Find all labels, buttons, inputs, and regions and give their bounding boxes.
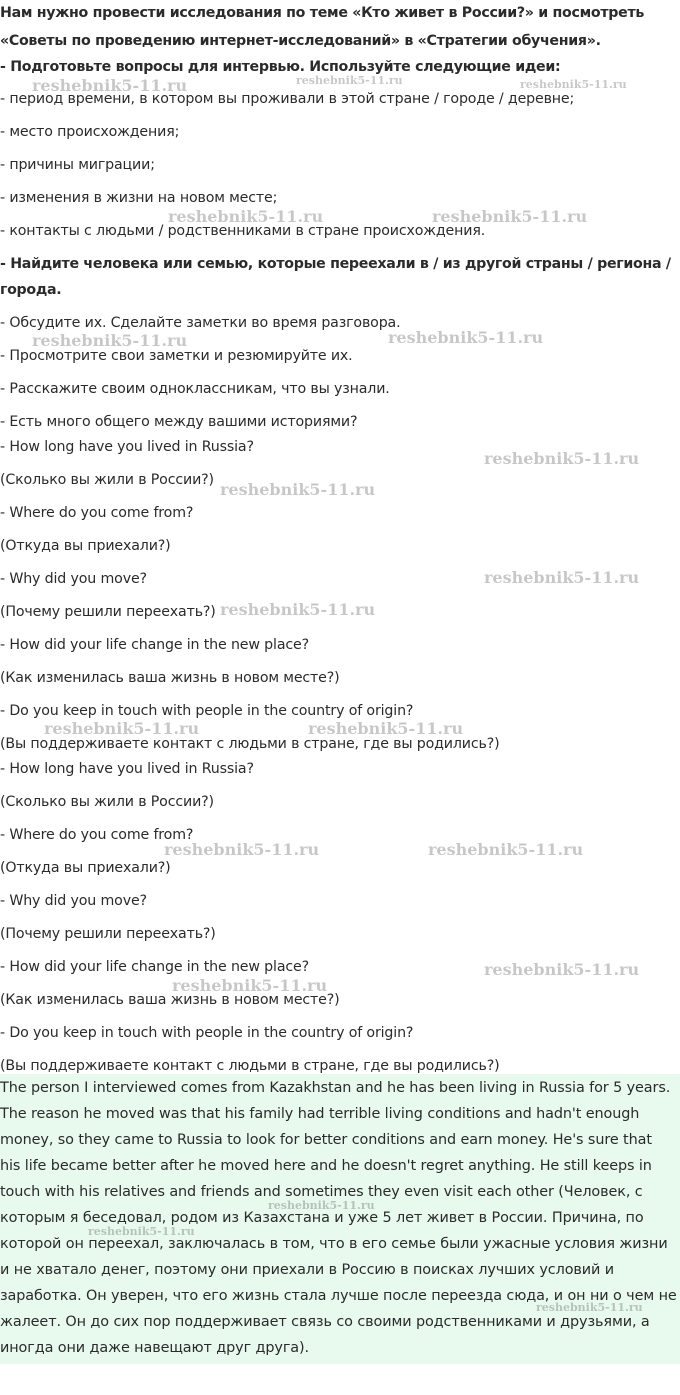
watermark: reshebnik5-11.ru bbox=[172, 976, 328, 995]
question-ru: (Сколько вы жили в России?) bbox=[0, 794, 214, 810]
question-en: - How long have you lived in Russia? bbox=[0, 761, 254, 777]
answer-line: money, so they came to Russia to look for better conditions and earn money. He's sure that bbox=[0, 1132, 652, 1148]
watermark: reshebnik5-11.ru bbox=[484, 449, 640, 468]
task-item: - Просмотрите свои заметки и резюмируйте их. bbox=[0, 348, 353, 364]
answer-line: his life became better after he moved here and he doesn't regret anything. He still keeps in bbox=[0, 1158, 652, 1174]
intro-line: «Советы по проведению интернет-исследований» в «Стратегии обучения». bbox=[0, 33, 601, 49]
question-en: - Why did you move? bbox=[0, 893, 147, 909]
watermark: reshebnik5-11.ru bbox=[520, 78, 627, 91]
answer-line: заработка. Он уверен, что его жизнь стала лучше после переезда сюда, и он ни о чем не bbox=[0, 1288, 677, 1304]
watermark: reshebnik5-11.ru bbox=[32, 76, 188, 95]
answer-line: жалеет. Он до сих пор поддерживает связь со своими родственниками и друзьями, а bbox=[0, 1314, 650, 1330]
idea-item: - изменения в жизни на новом месте; bbox=[0, 190, 278, 206]
idea-item: - место происхождения; bbox=[0, 124, 180, 140]
idea-item: - причины миграции; bbox=[0, 157, 155, 173]
watermark: reshebnik5-11.ru bbox=[32, 331, 188, 350]
question-ru: (Вы поддерживаете контакт с людьми в стране, где вы родились?) bbox=[0, 736, 500, 752]
answer-line: The reason he moved was that his family had terrible living conditions and hadn't enough bbox=[0, 1106, 640, 1122]
watermark: reshebnik5-11.ru bbox=[296, 74, 403, 87]
answer-line: которым я беседовал, родом из Казахстана и уже 5 лет живет в России. Причина, по bbox=[0, 1210, 644, 1226]
question-ru: (Почему решили переехать?) bbox=[0, 926, 216, 942]
question-ru: (Вы поддерживаете контакт с людьми в стране, где вы родились?) bbox=[0, 1058, 500, 1074]
watermark: reshebnik5-11.ru bbox=[308, 719, 464, 738]
watermark: reshebnik5-11.ru bbox=[484, 960, 640, 979]
watermark: reshebnik5-11.ru bbox=[44, 719, 200, 738]
question-en: - How long have you lived in Russia? bbox=[0, 439, 254, 455]
task-item: - Обсудите их. Сделайте заметки во время разговора. bbox=[0, 315, 401, 331]
answer-block bbox=[0, 1074, 680, 1364]
question-en: - How did your life change in the new place? bbox=[0, 637, 309, 653]
answer-line: и не хватало денег, поэтому они приехали в Россию в поисках лучших условий и bbox=[0, 1262, 615, 1278]
watermark: reshebnik5-11.ru bbox=[432, 207, 588, 226]
question-ru: (Откуда вы приехали?) bbox=[0, 860, 171, 876]
watermark: reshebnik5-11.ru bbox=[428, 840, 584, 859]
watermark: reshebnik5-11.ru bbox=[268, 1199, 375, 1212]
task-item: - Расскажите своим одноклассникам, что вы узнали. bbox=[0, 381, 390, 397]
question-ru: (Как изменилась ваша жизнь в новом месте?) bbox=[0, 992, 340, 1008]
intro-line: Нам нужно провести исследования по теме «Кто живет в России?» и посмотреть bbox=[0, 5, 645, 21]
watermark: reshebnik5-11.ru bbox=[220, 600, 376, 619]
question-en: - Where do you come from? bbox=[0, 827, 194, 843]
question-ru: (Как изменилась ваша жизнь в новом месте?) bbox=[0, 670, 340, 686]
watermark: reshebnik5-11.ru bbox=[164, 840, 320, 859]
watermark: reshebnik5-11.ru bbox=[168, 207, 324, 226]
task-item: - Есть много общего между вашими историями? bbox=[0, 414, 358, 430]
answer-line: touch with his relatives and friends and sometimes they even visit each other (Человек, с bbox=[0, 1184, 643, 1200]
question-en: - How did your life change in the new place? bbox=[0, 959, 309, 975]
question-en: - Where do you come from? bbox=[0, 505, 194, 521]
answer-line: The person I interviewed comes from Kazakhstan and he has been living in Russia for 5 years. bbox=[0, 1080, 671, 1096]
answer-line: иногда они даже навещают друг друга). bbox=[0, 1340, 309, 1356]
watermark: reshebnik5-11.ru bbox=[88, 1225, 195, 1238]
find-heading: города. bbox=[0, 282, 62, 298]
answer-line: которой он переехал, заключалась в том, что в его семье были ужасные условия жизни bbox=[0, 1236, 668, 1252]
question-en: - Do you keep in touch with people in the country of origin? bbox=[0, 1025, 414, 1041]
watermark: reshebnik5-11.ru bbox=[484, 568, 640, 587]
question-ru: (Откуда вы приехали?) bbox=[0, 538, 171, 554]
idea-item: - период времени, в котором вы проживали в этой стране / городе / деревне; bbox=[0, 91, 575, 107]
prepare-heading: - Подготовьте вопросы для интервью. Используйте следующие идеи: bbox=[0, 59, 561, 75]
question-ru: (Почему решили переехать?) bbox=[0, 604, 216, 620]
idea-item: - контакты с людьми / родственниками в стране происхождения. bbox=[0, 223, 486, 239]
watermark: reshebnik5-11.ru bbox=[220, 480, 376, 499]
question-ru: (Сколько вы жили в России?) bbox=[0, 472, 214, 488]
watermark: reshebnik5-11.ru bbox=[388, 328, 544, 347]
find-heading: - Найдите человека или семью, которые переехали в / из другой страны / региона / bbox=[0, 256, 671, 272]
watermark: reshebnik5-11.ru bbox=[536, 1301, 643, 1314]
question-en: - Why did you move? bbox=[0, 571, 147, 587]
question-en: - Do you keep in touch with people in the country of origin? bbox=[0, 703, 414, 719]
